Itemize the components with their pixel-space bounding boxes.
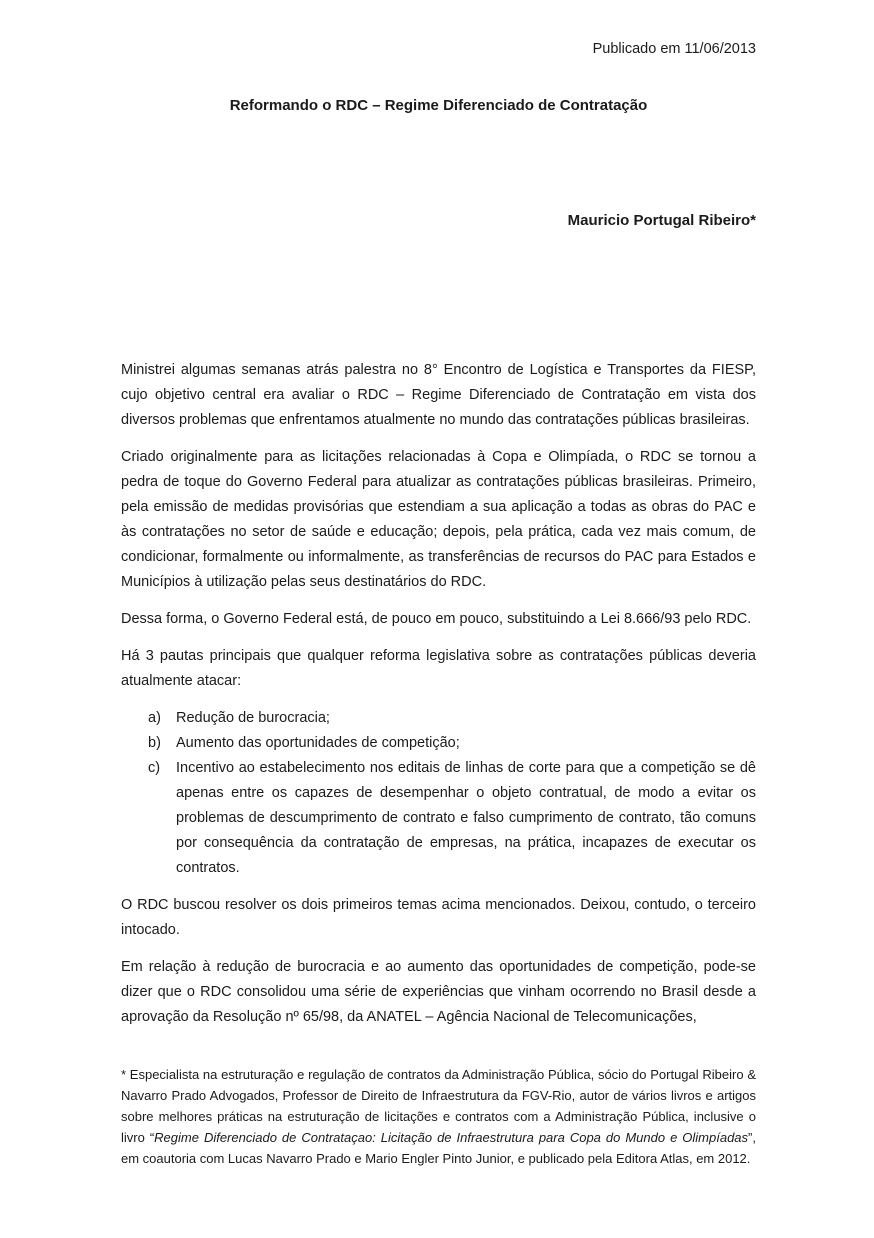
paragraph-1: Ministrei algumas semanas atrás palestra no 8° Encontro de Logística e Transportes da FIESP, cujo objetivo central era avaliar o RDC – Regime Diferenciado de Contratação em vista dos diversos problemas que enfrentamos atualmente no mundo das contratações públicas brasileiras.	[121, 362, 756, 428]
list-item-text: Redução de burocracia;	[176, 710, 330, 726]
paragraph-5: O RDC buscou resolver os dois primeiros temas acima mencionados. Deixou, contudo, o terceiro intocado.	[121, 897, 756, 938]
list-item-b	[148, 731, 756, 756]
list-item-text: Aumento das oportunidades de competição;	[176, 735, 460, 751]
list-item-c	[148, 756, 756, 881]
paragraph-3: Dessa forma, o Governo Federal está, de pouco em pouco, substituindo a Lei 8.666/93 pelo RDC.	[121, 611, 752, 627]
paragraph-2: Criado originalmente para as licitações relacionadas à Copa e Olimpíada, o RDC se tornou a pedra de toque do Governo Federal para atualizar as contratações públicas brasileiras. Primeiro, pela emissão de medidas provisórias que estendiam a sua aplicação a todas as obras do PAC e às contratações no setor de saúde e educação; depois, pela prática, cada vez mais comum, de condicionar, formalmente ou informalmente, as transferências de recursos do PAC para Estados e Municípios à utilização pelas seus destinatários do RDC.	[121, 449, 756, 590]
footnote	[121, 1064, 756, 1169]
paragraph-6: Em relação à redução de burocracia e ao aumento das oportunidades de competição, pode-se dizer que o RDC consolidou uma série de experiências que vinham ocorrendo no Brasil desde a aprovação da Resolução nº 65/98, da ANATEL – Agência Nacional de Telecomunicações,	[121, 959, 756, 1025]
list-item-text: Incentivo ao estabelecimento nos editais de linhas de corte para que a competição se dê apenas entre os capazes de desempenhar o objeto contratual, de modo a evitar os problemas de descumprimento de contrato e falso cumprimento de contrato, tão comuns por consequência da contratação de empresas, na prática, incapazes de executar os contratos.	[176, 760, 756, 876]
footnote-text-before: * Especialista na estruturação e regulação de contratos da Administração Pública, sócio do Portugal Ribeiro & Navarro Prado Advogados, Professor de Direito de Infraestrutura da FGV-Rio, autor de vários livros e artigos sobre melhores práticas na estruturação de licitações e contratos com a Administração Pública, inclusive o livro “	[121, 1067, 756, 1145]
list-item-marker: b)	[148, 735, 161, 751]
document-title: Reformando o RDC – Regime Diferenciado de Contratação	[229, 97, 648, 114]
footnote-book-title: Regime Diferenciado de Contrataçao: Licitação de Infraestrutura para Copa do Mundo e Olimpíadas	[154, 1130, 749, 1145]
list-item-marker: c)	[148, 760, 161, 776]
list-item-marker: a)	[148, 710, 161, 726]
published-date: Publicado em 11/06/2013	[592, 41, 756, 57]
lettered-list	[121, 706, 756, 881]
footnote-text-after: ”, em coautoria com Lucas Navarro Prado e Mario Engler Pinto Junior, e publicado pela Editora Atlas, em 2012.	[121, 1130, 756, 1166]
author-byline: Mauricio Portugal Ribeiro*	[567, 212, 756, 229]
paragraph-4: Há 3 pautas principais que qualquer reforma legislativa sobre as contratações públicas deveria atualmente atacar:	[121, 648, 756, 689]
document-body	[121, 358, 756, 1030]
list-item-a	[148, 706, 756, 731]
